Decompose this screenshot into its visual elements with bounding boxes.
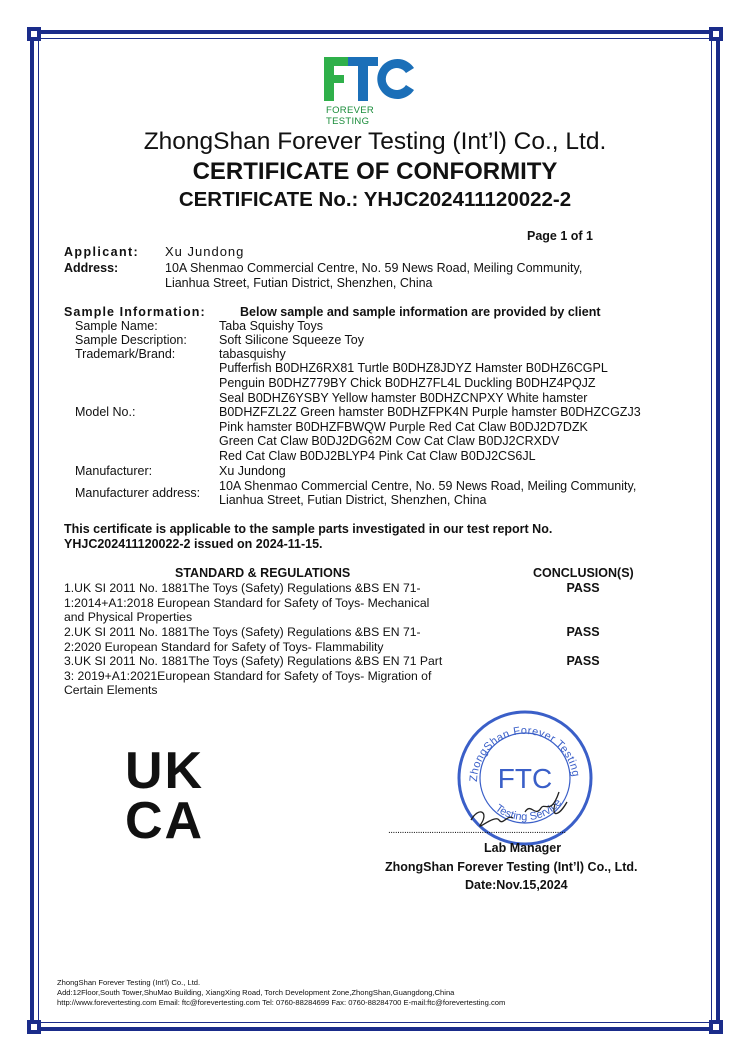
standard-item-1 <box>64 581 464 625</box>
signatory-title: Lab Manager <box>484 841 562 855</box>
standard-item-3 <box>64 654 464 698</box>
page-indicator: Page 1 of 1 <box>527 229 593 243</box>
model-line: Pink hamster B0DHZFBWQW Purple Red Cat Claw B0DJ2D7DZK <box>219 420 588 434</box>
statement-line: This certificate is applicable to the sample parts investigated in our test report No. <box>64 522 553 536</box>
footer-contact: http://www.forevertesting.com Email: ftc@forevertesting.com Tel: 0760-88284699 Fax: 0760-88284700 E-mail:ftc@forevertesting.com <box>57 998 506 1007</box>
standard-text-line: 3: 2019+A1:2021European Standard for Safety of Toys- Migration of <box>64 668 432 683</box>
ukca-line-1: UK <box>125 742 205 800</box>
signature-line: .............................................................................. <box>388 825 566 836</box>
model-line: Seal B0DHZ6YSBY Yellow hamster B0DHZCNPXY White hamster <box>219 391 588 405</box>
manufacturer-value: Xu Jundong <box>219 464 286 478</box>
stamp-bottom-text: Testing Service <box>492 796 565 824</box>
standard-text-line: and Physical Properties <box>64 610 193 624</box>
address-line: Lianhua Street, Futian District, Shenzhen, China <box>165 276 433 290</box>
standard-text-line: 2.UK SI 2011 No. 1881The Toys (Safety) Regulations &BS EN 71- <box>64 625 421 639</box>
standard-item-2 <box>64 625 464 654</box>
standard-text-line: 1:2014+A1:2018 European Standard for Safety of Toys- Mechanical <box>64 595 430 610</box>
model-label: Model No.: <box>75 405 136 419</box>
statement-line: YHJC202411120022-2 issued on 2024-11-15. <box>64 537 323 551</box>
manufacturer-address-line: 10A Shenmao Commercial Centre, No. 59 News Road, Meiling Community, <box>219 479 637 493</box>
manufacturer-address-line: Lianhua Street, Futian District, Shenzhen, China <box>219 493 487 507</box>
ukca-mark-graphic <box>125 742 225 842</box>
standard-text-line: 3.UK SI 2011 No. 1881The Toys (Safety) Regulations &BS EN 71 Part <box>64 654 443 668</box>
ukca-mark <box>125 742 225 842</box>
sample-info-note: Below sample and sample information are provided by client <box>240 305 601 319</box>
conclusion-result: PASS <box>566 625 600 639</box>
model-line: Pufferfish B0DHZ6RX81 Turtle B0DHZ8JDYZ Hamster B0DHZ6CGPL <box>219 361 608 375</box>
standard-text-line: 2:2020 European Standard for Safety of Toys- Flammability <box>64 639 384 654</box>
border-corner-ornament <box>27 1020 41 1034</box>
logo-subtitle: FOREVER TESTING <box>326 105 375 127</box>
border-corner-ornament <box>709 1020 723 1034</box>
manufacturer-label: Manufacturer: <box>75 464 153 478</box>
sample-description-label: Sample Description: <box>75 333 187 347</box>
conclusion-result: PASS <box>566 654 600 668</box>
manufacturer-address-label: Manufacturer address: <box>75 486 201 500</box>
company-name: ZhongShan Forever Testing (Int’l) Co., Ltd. <box>143 128 607 155</box>
sample-description-value: Soft Silicone Squeeze Toy <box>219 333 365 347</box>
applicant-label: Applicant: <box>64 245 140 259</box>
border-corner-ornament <box>27 27 41 41</box>
sample-name-label: Sample Name: <box>75 319 158 333</box>
brand-value: tabasquishy <box>219 347 286 361</box>
signatory-company: ZhongShan Forever Testing (Int’l) Co., Ltd. <box>385 860 638 874</box>
model-line: Penguin B0DHZ779BY Chick B0DHZ7FL4L Duckling B0DHZ4PQJZ <box>219 376 596 390</box>
standard-text-line: Certain Elements <box>64 683 158 697</box>
stamp-center-text: FTC <box>497 763 553 794</box>
address-label: Address: <box>64 261 119 275</box>
issue-date: Date:Nov.15,2024 <box>465 878 568 892</box>
conclusions-header: CONCLUSION(S) <box>533 566 634 580</box>
brand-label: Trademark/Brand: <box>75 347 176 361</box>
ukca-line-2: CA <box>125 792 205 842</box>
model-line: Red Cat Claw B0DJ2BLYP4 Pink Cat Claw B0DJ2CS6JL <box>219 449 536 463</box>
model-line: B0DHZFZL2Z Green hamster B0DHZFPK4N Purple hamster B0DHZCGZJ3 <box>219 405 641 419</box>
sample-name-value: Taba Squishy Toys <box>219 319 323 333</box>
border-corner-ornament <box>709 27 723 41</box>
stamp-ring-text: ZhongShan Forever Testing <box>467 724 582 783</box>
standard-text-line: 1.UK SI 2011 No. 1881The Toys (Safety) Regulations &BS EN 71- <box>64 581 421 595</box>
ftc-logo-mark <box>322 55 418 103</box>
ftc-logo <box>322 55 418 127</box>
footer-address: Add:12Floor,South Tower,ShuMao Building, XiangXing Road, Torch Development Zone,ZhongShan,Guangdong,China <box>57 988 455 997</box>
applicant-value: Xu Jundong <box>165 244 245 259</box>
footer-company: ZhongShan Forever Testing (Int'l) Co., Ltd. <box>57 978 201 987</box>
standards-header: STANDARD & REGULATIONS <box>175 566 351 580</box>
certificate-title: CERTIFICATE OF CONFORMITY <box>192 158 558 185</box>
model-line: Green Cat Claw B0DJ2DG62M Cow Cat Claw B0DJ2CRXDV <box>219 434 560 448</box>
certificate-number: CERTIFICATE No.: YHJC202411120022-2 <box>178 188 572 211</box>
conclusion-result: PASS <box>566 581 600 595</box>
address-line: 10A Shenmao Commercial Centre, No. 59 News Road, Meiling Community, <box>165 261 583 275</box>
sample-info-heading: Sample Information: <box>64 305 206 319</box>
